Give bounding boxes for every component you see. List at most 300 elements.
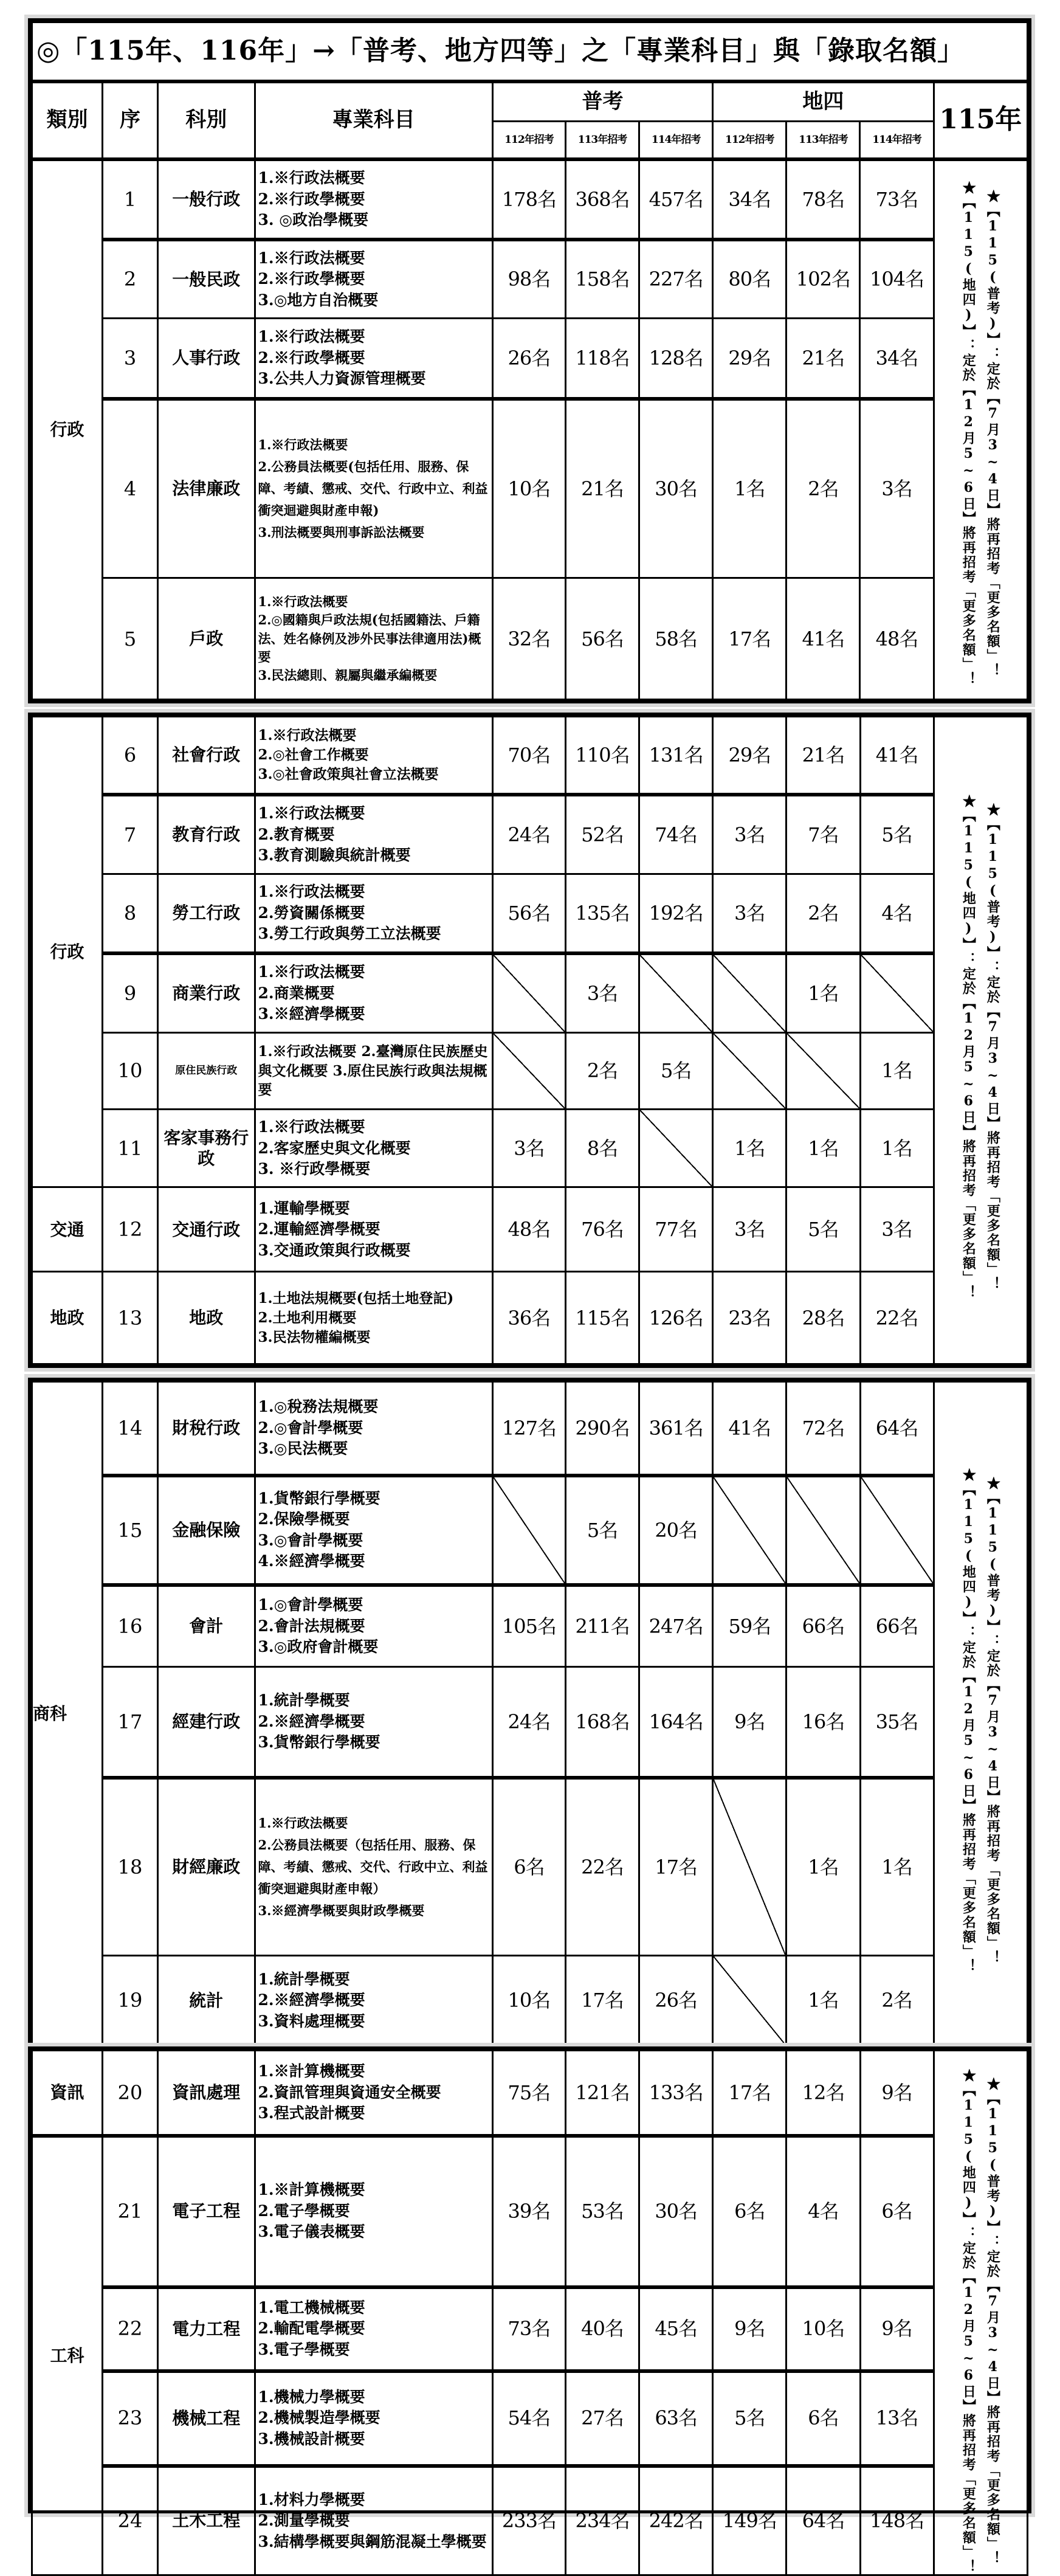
disi-112-cell: 5名 <box>713 2371 786 2466</box>
disi-114-cell-empty <box>860 1476 934 1585</box>
pukao-114-cell-empty <box>639 1110 713 1187</box>
pukao-113-cell: 21名 <box>565 399 639 578</box>
header-year-115: 115年 <box>934 81 1027 159</box>
disi-112-cell: 17名 <box>713 2051 786 2136</box>
pukao-113-cell: 40名 <box>565 2287 639 2371</box>
pukao-112-cell: 127名 <box>492 1382 565 1476</box>
header-disi-112: 112年招考 <box>713 122 786 159</box>
subject-line: 3.※經濟學概要與財政學概要 <box>258 1903 425 1919</box>
subject-line: 2.運輸經濟學概要 <box>258 1220 380 1238</box>
pukao-113-cell: 52名 <box>565 795 639 874</box>
subject-line: 2.※經濟學概要 <box>258 1991 365 2009</box>
subjects-cell <box>255 953 492 1032</box>
disi-112-cell-empty <box>713 1956 786 2046</box>
disi-113-cell-empty <box>786 1032 860 1109</box>
department-cell: 一般民政 <box>158 240 255 319</box>
subject-line: 2.◎社會工作概要 <box>258 747 369 764</box>
disi-114-cell: 35名 <box>860 1666 934 1777</box>
table-row <box>32 2287 1028 2371</box>
table-row <box>32 1272 1028 1364</box>
disi-114-cell: 3名 <box>860 399 934 578</box>
pukao-113-cell: 368名 <box>565 159 639 240</box>
table-panel-3 <box>24 1374 1035 2053</box>
pukao-112-cell: 98名 <box>492 240 565 319</box>
note-disi: ★【115(地四)】：定於【12月5~6日】將再招考「更多名額」！ <box>960 2068 977 2574</box>
disi-113-cell: 12名 <box>786 2051 860 2136</box>
subject-line: 2.※行政學概要 <box>258 270 365 288</box>
pukao-113-cell: 5名 <box>565 1476 639 1585</box>
subject-line: 3.◎政府會計概要 <box>258 1638 379 1656</box>
subject-line: 2.教育概要 <box>258 825 335 843</box>
seq-cell: 7 <box>102 795 157 874</box>
seq-cell: 22 <box>102 2287 157 2371</box>
department-cell: 財稅行政 <box>158 1382 255 1476</box>
subjects-cell <box>255 578 492 700</box>
header-category: 類別 <box>32 81 103 159</box>
disi-113-cell: 21名 <box>786 717 860 795</box>
subject-line: 3.公共人力資源管理概要 <box>258 370 426 388</box>
disi-112-cell: 3名 <box>713 1187 786 1272</box>
table-row <box>32 1110 1028 1187</box>
department-cell: 交通行政 <box>158 1187 255 1272</box>
pukao-112-cell: 10名 <box>492 399 565 578</box>
note-pukao: ★【115(普考)】：定於【7月3~4日】將再招考「更多名額」！ <box>985 2077 1001 2566</box>
pukao-113-cell: 53名 <box>565 2136 639 2287</box>
subject-line: 1.※行政法概要 <box>258 437 348 452</box>
subjects-cell <box>255 2371 492 2466</box>
subject-line: 1.※計算機概要 <box>258 2062 365 2080</box>
pukao-114-cell: 74名 <box>639 795 713 874</box>
department-cell: 商業行政 <box>158 953 255 1032</box>
disi-114-cell: 13名 <box>860 2371 934 2466</box>
note-pukao: ★【115(普考)】：定於【7月3~4日】將再招考「更多名額」！ <box>985 803 1001 1291</box>
pukao-112-cell: 48名 <box>492 1187 565 1272</box>
pukao-114-cell: 133名 <box>639 2051 713 2136</box>
subjects-cell <box>255 1585 492 1667</box>
subject-line: 1.※行政法概要 <box>258 1118 365 1136</box>
table-panel-4 <box>24 2043 1035 2574</box>
pukao-113-cell: 22名 <box>565 1778 639 1956</box>
subject-line: 2.客家歷史與文化概要 <box>258 1139 411 1157</box>
subject-line: 3.※經濟學概要 <box>258 1005 365 1023</box>
disi-114-cell: 73名 <box>860 159 934 240</box>
subject-line: 1.統計學概要 <box>258 1691 350 1710</box>
disi-112-cell-empty <box>713 953 786 1032</box>
seq-cell: 10 <box>102 1032 157 1109</box>
disi-114-cell: 48名 <box>860 578 934 700</box>
header-disi-114: 114年招考 <box>860 122 934 159</box>
seq-cell: 13 <box>102 1272 157 1364</box>
subject-line: 3.刑法概要與刑事訴訟法概要 <box>258 525 425 540</box>
subjects-cell <box>255 2051 492 2136</box>
seq-cell: 6 <box>102 717 157 795</box>
table-row <box>32 1032 1028 1109</box>
table-row <box>32 399 1028 578</box>
disi-114-cell: 1名 <box>860 1110 934 1187</box>
pukao-112-cell: 56名 <box>492 874 565 953</box>
pukao-112-cell: 233名 <box>492 2466 565 2575</box>
subject-line: 3. ◎政治學概要 <box>258 211 369 229</box>
seq-cell: 8 <box>102 874 157 953</box>
disi-114-cell: 41名 <box>860 717 934 795</box>
pukao-114-cell: 361名 <box>639 1382 713 1476</box>
department-cell: 原住民族行政 <box>158 1032 255 1109</box>
pukao-113-cell: 121名 <box>565 2051 639 2136</box>
seq-cell: 18 <box>102 1778 157 1956</box>
subject-line: 3.貨幣銀行學概要 <box>258 1733 380 1752</box>
department-cell: 社會行政 <box>158 717 255 795</box>
department-cell: 法律廉政 <box>158 399 255 578</box>
header-pukao-113: 113年招考 <box>565 122 639 159</box>
subject-line: 1.機械力學概要 <box>258 2388 365 2406</box>
pukao-113-cell: 3名 <box>565 953 639 1032</box>
table-row <box>32 1585 1028 1667</box>
disi-112-cell: 149名 <box>713 2466 786 2575</box>
disi-114-cell: 1名 <box>860 1778 934 1956</box>
seq-cell: 17 <box>102 1666 157 1777</box>
subjects-cell <box>255 1476 492 1585</box>
disi-113-cell: 6名 <box>786 2371 860 2466</box>
pukao-112-cell-empty <box>492 1476 565 1585</box>
pukao-114-cell: 242名 <box>639 2466 713 2575</box>
disi-112-cell: 3名 <box>713 795 786 874</box>
header-department: 科別 <box>158 81 255 159</box>
table-row <box>32 578 1028 700</box>
subjects-cell <box>255 1032 492 1109</box>
department-cell: 客家事務行政 <box>158 1110 255 1187</box>
disi-113-cell-empty <box>786 1476 860 1585</box>
seq-cell: 19 <box>102 1956 157 2046</box>
pukao-114-cell: 17名 <box>639 1778 713 1956</box>
pukao-113-cell: 211名 <box>565 1585 639 1667</box>
pukao-113-cell: 76名 <box>565 1187 639 1272</box>
table-row <box>32 1476 1028 1585</box>
subject-line: 3.◎地方自治概要 <box>258 291 379 309</box>
disi-112-cell: 6名 <box>713 2136 786 2287</box>
subjects-cell <box>255 159 492 240</box>
disi-113-cell: 72名 <box>786 1382 860 1476</box>
pukao-113-cell: 168名 <box>565 1666 639 1777</box>
pukao-114-cell: 126名 <box>639 1272 713 1364</box>
pukao-112-cell: 73名 <box>492 2287 565 2371</box>
pukao-114-cell: 192名 <box>639 874 713 953</box>
subject-line: 1.※行政法概要 <box>258 249 365 267</box>
disi-112-cell: 9名 <box>713 1666 786 1777</box>
header-pukao-112: 112年招考 <box>492 122 565 159</box>
disi-113-cell: 1名 <box>786 953 860 1032</box>
subject-line: 1.※行政法概要 <box>258 727 357 744</box>
header-pukao: 普考 <box>492 81 712 122</box>
subject-line: 2.輸配電學概要 <box>258 2319 365 2338</box>
department-cell: 人事行政 <box>158 319 255 399</box>
table-row <box>32 1187 1028 1272</box>
pukao-112-cell: 105名 <box>492 1585 565 1667</box>
seq-cell: 12 <box>102 1187 157 1272</box>
note-cell <box>934 1382 1027 2046</box>
seq-cell: 11 <box>102 1110 157 1187</box>
disi-112-cell: 29名 <box>713 717 786 795</box>
subject-line: 3.機械設計概要 <box>258 2429 365 2448</box>
disi-113-cell: 1名 <box>786 1778 860 1956</box>
subject-line: 2.測量學概要 <box>258 2512 350 2529</box>
table-row <box>32 795 1028 874</box>
disi-112-cell: 3名 <box>713 874 786 953</box>
seq-cell: 15 <box>102 1476 157 1585</box>
subjects-cell <box>255 1956 492 2046</box>
subject-line: 1.※行政法概要 <box>258 593 348 609</box>
subject-line: 2.土地利用概要 <box>258 1309 357 1326</box>
subject-line: 3.交通政策與行政概要 <box>258 1241 411 1259</box>
department-cell: 電子工程 <box>158 2136 255 2287</box>
pukao-112-cell: 178名 <box>492 159 565 240</box>
subjects-cell <box>255 2287 492 2371</box>
subject-line: 1.◎會計學概要 <box>258 1596 363 1614</box>
seq-cell: 9 <box>102 953 157 1032</box>
header-seq: 序 <box>102 81 157 159</box>
subjects-cell <box>255 2466 492 2575</box>
category-cell: 商科 <box>32 1382 103 2046</box>
subject-line: 3. ※行政學概要 <box>258 1160 371 1178</box>
subject-line: 2.機械製造學概要 <box>258 2409 380 2427</box>
pukao-113-cell: 110名 <box>565 717 639 795</box>
subject-line: 3.民法總則、親屬與繼承編概要 <box>258 668 438 683</box>
pukao-114-cell: 58名 <box>639 578 713 700</box>
subject-line: 3.勞工行政與勞工立法概要 <box>258 925 441 943</box>
pukao-112-cell: 26名 <box>492 319 565 399</box>
seq-cell: 5 <box>102 578 157 700</box>
pukao-114-cell: 20名 <box>639 1476 713 1585</box>
disi-114-cell: 5名 <box>860 795 934 874</box>
disi-112-cell: 34名 <box>713 159 786 240</box>
subjects-cell <box>255 1778 492 1956</box>
subject-line: 4.※經濟學概要 <box>258 1552 365 1570</box>
disi-113-cell: 1名 <box>786 1956 860 2046</box>
subject-line: 1.土地法規概要(包括土地登記) <box>258 1290 454 1307</box>
subject-line: 2.公務員法概要(包括任用、服務、保障、考績、懲戒、交代、行政中立、利益衝突迴避與財產申報) <box>258 458 488 519</box>
seq-cell: 14 <box>102 1382 157 1476</box>
table-row <box>32 717 1028 795</box>
subject-line: 2.電子學概要 <box>258 2201 350 2220</box>
table-row <box>32 240 1028 319</box>
department-cell: 金融保險 <box>158 1476 255 1585</box>
subject-line: 1.運輸學概要 <box>258 1199 350 1217</box>
subjects-cell <box>255 399 492 578</box>
table-row <box>32 2051 1028 2136</box>
department-cell: 一般行政 <box>158 159 255 240</box>
header-subjects: 專業科目 <box>255 81 492 159</box>
department-cell: 經建行政 <box>158 1666 255 1777</box>
category-cell: 地政 <box>32 1272 103 1364</box>
exam-table-section-4 <box>31 2049 1028 2576</box>
disi-112-cell: 41名 <box>713 1382 786 1476</box>
disi-112-cell: 1名 <box>713 1110 786 1187</box>
subject-line: 1.※行政法概要 <box>258 169 365 187</box>
pukao-113-cell: 2名 <box>565 1032 639 1109</box>
disi-113-cell: 28名 <box>786 1272 860 1364</box>
subject-line: 1.材料力學概要 <box>258 2490 365 2509</box>
page-title: ◎「115年、116年」→「普考、地方四等」之「專業科目」與「錄取名額」 <box>32 22 1028 81</box>
disi-112-cell: 9名 <box>713 2287 786 2371</box>
disi-114-cell: 148名 <box>860 2466 934 2575</box>
table-row <box>32 874 1028 953</box>
disi-113-cell: 5名 <box>786 1187 860 1272</box>
subject-line: 3.程式設計概要 <box>258 2104 365 2122</box>
disi-114-cell: 1名 <box>860 1032 934 1109</box>
category-cell: 資訊 <box>32 2051 103 2136</box>
pukao-112-cell: 3名 <box>492 1110 565 1187</box>
pukao-112-cell: 70名 <box>492 717 565 795</box>
seq-cell: 2 <box>102 240 157 319</box>
disi-113-cell: 2名 <box>786 399 860 578</box>
subject-line: 3.電子儀表概要 <box>258 2223 365 2241</box>
subject-line: 2.資訊管理與資通安全概要 <box>258 2083 441 2101</box>
header-disi-113: 113年招考 <box>786 122 860 159</box>
header-pukao-114: 114年招考 <box>639 122 713 159</box>
subject-line: 3.◎民法概要 <box>258 1440 348 1458</box>
subject-line: 2.※行政學概要 <box>258 348 365 367</box>
subject-line: 3.資料處理概要 <box>258 2012 365 2030</box>
pukao-112-cell: 36名 <box>492 1272 565 1364</box>
pukao-113-cell: 17名 <box>565 1956 639 2046</box>
subjects-cell <box>255 795 492 874</box>
pukao-112-cell-empty <box>492 953 565 1032</box>
pukao-114-cell: 128名 <box>639 319 713 399</box>
table-row <box>32 159 1028 240</box>
table-row <box>32 1382 1028 1476</box>
pukao-112-cell-empty <box>492 1032 565 1109</box>
seq-cell: 23 <box>102 2371 157 2466</box>
subjects-cell <box>255 240 492 319</box>
subject-line: 1.※計算機概要 <box>258 2181 365 2199</box>
disi-114-cell: 64名 <box>860 1382 934 1476</box>
disi-114-cell: 4名 <box>860 874 934 953</box>
subject-line: 2.會計法規概要 <box>258 1617 365 1635</box>
disi-114-cell: 9名 <box>860 2287 934 2371</box>
pukao-113-cell: 8名 <box>565 1110 639 1187</box>
note-disi: ★【115(地四)】：定於【12月5~6日】將再招考「更多名額」！ <box>960 794 977 1300</box>
pukao-113-cell: 234名 <box>565 2466 639 2575</box>
department-cell: 統計 <box>158 1956 255 2046</box>
pukao-114-cell: 30名 <box>639 399 713 578</box>
subject-line: 2.勞資關係概要 <box>258 903 365 922</box>
pukao-114-cell: 45名 <box>639 2287 713 2371</box>
subjects-cell <box>255 2136 492 2287</box>
table-row <box>32 2466 1028 2575</box>
seq-cell: 24 <box>102 2466 157 2575</box>
table-row <box>32 953 1028 1032</box>
subject-line: 1.※行政法概要 <box>258 804 365 823</box>
category-cell: 行政 <box>32 159 103 700</box>
pukao-114-cell: 5名 <box>639 1032 713 1109</box>
pukao-114-cell: 457名 <box>639 159 713 240</box>
pukao-114-cell: 26名 <box>639 1956 713 2046</box>
table-row <box>32 319 1028 399</box>
subjects-cell <box>255 1382 492 1476</box>
disi-113-cell: 64名 <box>786 2466 860 2575</box>
pukao-114-cell: 227名 <box>639 240 713 319</box>
disi-113-cell: 41名 <box>786 578 860 700</box>
pukao-112-cell: 54名 <box>492 2371 565 2466</box>
department-cell: 地政 <box>158 1272 255 1364</box>
table-panel-2 <box>24 709 1035 1372</box>
disi-114-cell-empty <box>860 953 934 1032</box>
subject-line: 1.統計學概要 <box>258 1970 350 1988</box>
subject-line: 1.電工機械概要 <box>258 2298 365 2316</box>
disi-114-cell: 104名 <box>860 240 934 319</box>
disi-113-cell: 102名 <box>786 240 860 319</box>
pukao-112-cell: 39名 <box>492 2136 565 2287</box>
disi-112-cell: 23名 <box>713 1272 786 1364</box>
disi-113-cell: 1名 <box>786 1110 860 1187</box>
subject-line: 2.◎國籍與戶政法規(包括國籍法、戶籍法、姓名條例及涉外民事法律適用法)概要 <box>258 612 481 665</box>
pukao-112-cell: 6名 <box>492 1778 565 1956</box>
disi-114-cell: 3名 <box>860 1187 934 1272</box>
disi-114-cell: 9名 <box>860 2051 934 2136</box>
pukao-112-cell: 24名 <box>492 1666 565 1777</box>
disi-113-cell: 21名 <box>786 319 860 399</box>
note-disi: ★【115(地四)】：定於【12月5~6日】將再招考「更多名額」！ <box>960 181 977 687</box>
disi-114-cell: 66名 <box>860 1585 934 1667</box>
note-disi: ★【115(地四)】：定於【12月5~6日】將再招考「更多名額」！ <box>960 1467 977 1973</box>
disi-112-cell: 29名 <box>713 319 786 399</box>
disi-112-cell: 80名 <box>713 240 786 319</box>
department-cell: 勞工行政 <box>158 874 255 953</box>
subject-line: 3.◎社會政策與社會立法概要 <box>258 765 439 782</box>
department-cell: 機械工程 <box>158 2371 255 2466</box>
subjects-cell <box>255 1110 492 1187</box>
department-cell: 財經廉政 <box>158 1778 255 1956</box>
exam-table-section-1 <box>31 21 1028 700</box>
subjects-cell <box>255 874 492 953</box>
disi-113-cell: 7名 <box>786 795 860 874</box>
seq-cell: 3 <box>102 319 157 399</box>
subject-line: 3.電子學概要 <box>258 2340 350 2358</box>
note-pukao: ★【115(普考)】：定於【7月3~4日】將再招考「更多名額」！ <box>985 1476 1001 1965</box>
seq-cell: 20 <box>102 2051 157 2136</box>
disi-114-cell: 6名 <box>860 2136 934 2287</box>
seq-cell: 4 <box>102 399 157 578</box>
header-disi: 地四 <box>713 81 934 122</box>
pukao-112-cell: 32名 <box>492 578 565 700</box>
exam-table-section-3 <box>31 1381 1028 2046</box>
pukao-112-cell: 75名 <box>492 2051 565 2136</box>
table-row <box>32 2371 1028 2466</box>
disi-114-cell: 34名 <box>860 319 934 399</box>
disi-112-cell-empty <box>713 1476 786 1585</box>
table-row <box>32 1666 1028 1777</box>
table-row <box>32 1956 1028 2046</box>
seq-cell: 1 <box>102 159 157 240</box>
subject-line: 2.※經濟學概要 <box>258 1712 365 1730</box>
pukao-114-cell: 77名 <box>639 1187 713 1272</box>
disi-114-cell: 2名 <box>860 1956 934 2046</box>
pukao-114-cell: 131名 <box>639 717 713 795</box>
pukao-114-cell-empty <box>639 953 713 1032</box>
subjects-cell <box>255 1187 492 1272</box>
subject-line: 1.※行政法概要 <box>258 328 365 346</box>
table-row <box>32 1778 1028 1956</box>
subjects-cell <box>255 717 492 795</box>
category-cell: 工科 <box>32 2136 103 2575</box>
disi-113-cell: 78名 <box>786 159 860 240</box>
category-cell: 行政 <box>32 717 103 1187</box>
subject-line: 1.※行政法概要 2.臺灣原住民族歷史與文化概要 3.原住民族行政與法規概要 <box>258 1043 488 1099</box>
subject-line: 3.◎會計學概要 <box>258 1531 363 1549</box>
disi-112-cell: 17名 <box>713 578 786 700</box>
subject-line: 1.※行政法概要 <box>258 1815 348 1831</box>
pukao-114-cell: 63名 <box>639 2371 713 2466</box>
disi-112-cell-empty <box>713 1778 786 1956</box>
